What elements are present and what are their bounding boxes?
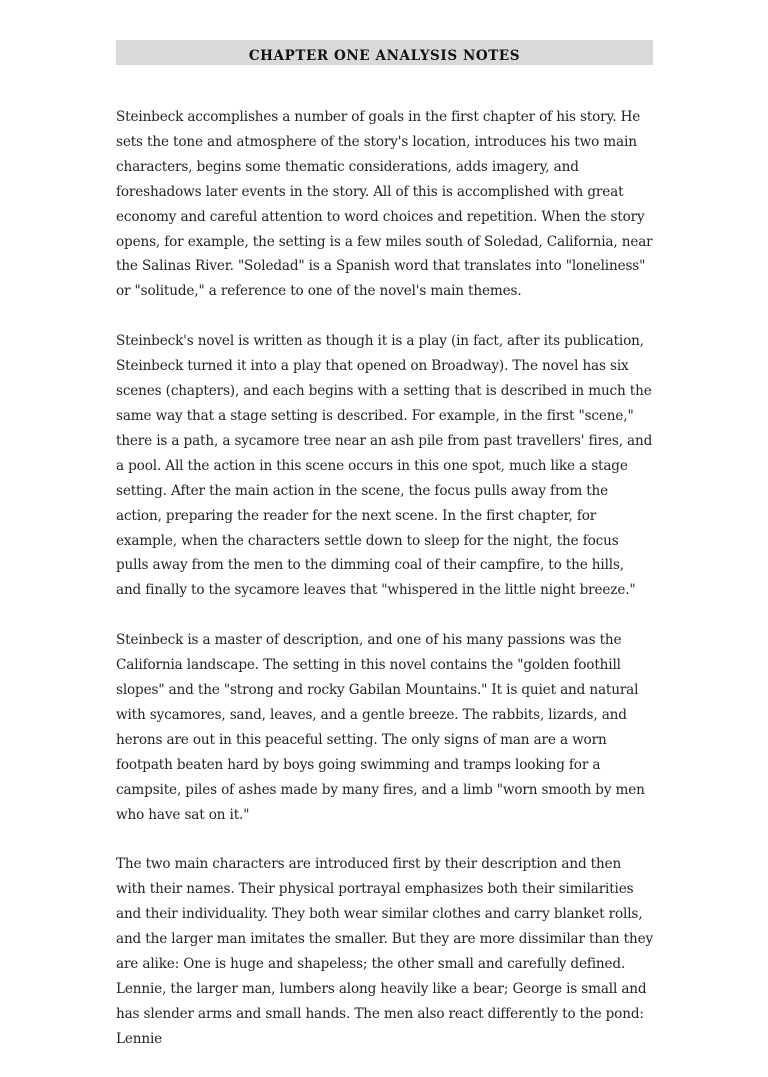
paragraph-main-characters: The two main characters are introduced first by their description and then with their names. Their physical portrayal emphasizes both their similarities and their individuality. They both wear similar clothes and carry blanket rolls, and the larger man imitates the smaller. But they are more dissimilar than they are alike: One is huge and shapeless; the other small and carefully defined. Lennie, the larger man, lumbers along heavily like a bear; George is small and has slender arms and small hands. The men also react differently to the pond: Lennie <box>116 856 653 1047</box>
paragraph-play-structure: Steinbeck's novel is written as though it is a play (in fact, after its publication, Steinbeck turned it into a play that opened on Broadway). The novel has six scenes (chapters), and each begins with a setting that is described in much the same way that a stage setting is described. For example, in the first "scene," there is a path, a sycamore tree near an ash pile from past travellers' fires, and a pool. All the action in this scene occurs in this one spot, much like a stage setting. After the main action in the scene, the focus pulls away from the action, preparing the reader for the next scene. In the first chapter, for example, when the characters settle down to sleep for the night, the focus pulls away from the men to the dimming coal of their campfire, to the hills, and finally to the sycamore leaves that "whispered in the little night breeze." <box>116 333 653 599</box>
document-body <box>116 105 653 1052</box>
paragraph-intro: Steinbeck accomplishes a number of goals in the first chapter of his story. He sets the tone and atmosphere of the story's location, introduces his two main characters, begins some thematic considerations, adds imagery, and foreshadows later events in the story. All of this is accomplished with great economy and careful attention to word choices and repetition. When the story opens, for example, the setting is a few miles south of Soledad, California, near the Salinas River. "Soledad" is a Spanish word that translates into "loneliness" or "solitude," a reference to one of the novel's main themes. <box>116 109 653 300</box>
page-title: CHAPTER ONE ANALYSIS NOTES <box>248 47 521 64</box>
paragraph-description: Steinbeck is a master of description, and one of his many passions was the California landscape. The setting in this novel contains the "golden foothill slopes" and the "strong and rocky Gabilan Mountains." It is quiet and natural with sycamores, sand, leaves, and a gentle breeze. The rabbits, lizards, and herons are out in this peaceful setting. The only signs of man are a worn footpath beaten hard by boys going swimming and tramps looking for a campsite, piles of ashes made by many fires, and a limb "worn smooth by men who have sat on it." <box>116 632 645 823</box>
title-bar <box>116 40 653 65</box>
document-page <box>116 40 653 1077</box>
